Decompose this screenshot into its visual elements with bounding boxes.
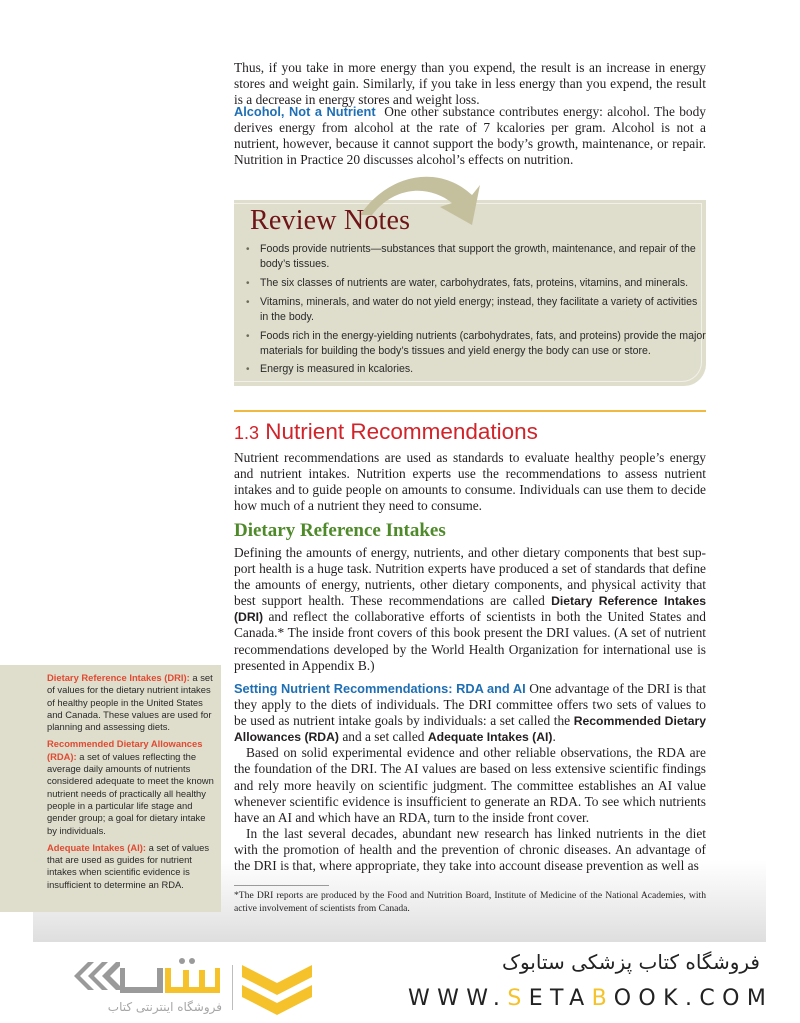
rda-ai-paragraph-3: In the last several decades, abundant new research has linked nutrients in the diet with the promotion of health and the prevention of chronic diseases. An advantage of the DRI is that, where appropriate, they take into account disease prevention as well as — [234, 825, 706, 874]
alcohol-text: One other substance contributes energy: alcohol. The body derives energy from alcohol at the rate of 7 kcalories per gram. Alcohol is not a nutrient, however, because it cannot support the body’s growth, maintenance, or repair. Nutrition in Practice 20 discusses alcohol’s effects on nutrition. — [234, 104, 706, 168]
setabook-logo-wordmark — [120, 956, 220, 996]
glossary-entry: Dietary Reference Intakes (DRI): a set of values for the dietary nutrient intakes of healthy people in the United States and Canada. These values are used for planning and assessing diets. — [47, 672, 213, 733]
dri-paragraph: Defining the amounts of energy, nutrients, and other dietary components that best support health is a huge task. Nutrition experts have produced a set of standards that define the amounts of energy, nutrients, other dietary components, and physical activity that best support health. These recommendations are called Dietary Reference Intakes (DRI) and reflect the collaborative efforts of scientists in both the United States and Canada.* The inside front covers of this book present the DRI values. (A set of nutrient recommendations developed by the World Health Organization for international use is presented in Appendix B.) — [234, 545, 706, 673]
alcohol-heading: Alcohol, Not a Nutrient — [234, 104, 376, 119]
section-divider — [234, 410, 706, 412]
dri-heading: Dietary Reference Intakes — [234, 520, 446, 541]
logo-tagline: فروشگاه اینترنتی کتاب — [107, 1000, 222, 1014]
store-url-link[interactable]: WWW.SETABOOK.COM — [408, 986, 774, 1011]
footnote-divider — [234, 885, 329, 886]
glossary-entry: Adequate Intakes (AI): a set of values that are used as guides for nutrient intakes when scientific evidence is insufficient to determine an RDA. — [47, 841, 210, 890]
review-note-item: • Foods provide nutrients—substances that support the growth, maintenance, and repair of the body’s tissues. — [246, 243, 696, 271]
rda-ai-heading: Setting Nutrient Recommendations: RDA and AI — [234, 681, 526, 696]
key-term-ai: Adequate Intakes (AI) — [427, 730, 553, 745]
review-notes-list — [246, 242, 706, 381]
review-note-item: • Foods rich in the energy-yielding nutrients (carbohydrates, fats, and proteins) provide the major materials for building the body’s tissues and yield energy the body can use or store. — [246, 329, 706, 357]
bullet-icon: • — [246, 277, 250, 289]
rda-ai-section — [234, 681, 706, 874]
section-number: 1.3 — [234, 423, 260, 443]
rda-ai-paragraph-1: Setting Nutrient Recommendations: RDA and AI One advantage of the DRI is that they apply to the diets of individuals. The DRI committee offers two sets of values to be used as nutrient intake goals by individuals: a set called the Recommended Dietary Allowances (RDA) and a set called Adequate Intakes (AI). — [234, 681, 706, 745]
glossary-entry: Recommended Dietary Allowances (RDA): a set of values reflecting the average daily amounts of nutrients considered adequate to meet the known nutrient needs of practically all healthy people in a particular life stage and gender group; a goal for dietary intake by individuals. — [47, 738, 214, 836]
review-notes-title: Review Notes — [250, 205, 411, 236]
glossary-term: Recommended Dietary Allowances (RDA): — [47, 738, 203, 762]
key-term-rda: Recommended Dietary Allowances (RDA) — [234, 714, 706, 745]
logo-divider — [232, 965, 233, 1010]
review-note-item: • The six classes of nutrients are water, carbohydrates, fats, proteins, vitamins, and minerals. — [246, 276, 706, 291]
bullet-icon: • — [246, 364, 250, 376]
section-title-text: Nutrient Recommendations — [265, 419, 538, 444]
bullet-icon: • — [246, 330, 250, 342]
alcohol-paragraph — [234, 104, 706, 168]
margin-glossary — [47, 672, 215, 896]
footnote: *The DRI reports are produced by the Food and Nutrition Board, Institute of Medicine of the National Academies, with active involvement of scientists from Canada. — [234, 890, 706, 914]
bullet-icon: • — [246, 296, 250, 308]
review-note-item: • Vitamins, minerals, and water do not yield energy; instead, they facilitate a variety of activities in the body. — [246, 295, 698, 323]
glossary-term: Dietary Reference Intakes (DRI): — [47, 672, 190, 683]
intro-paragraph: Thus, if you take in more energy than you expend, the result is an increase in energy stores and weight gain. Similarly, if you take in less energy than you expend, the result is a decrease in energy stores and weight loss. — [234, 60, 706, 108]
glossary-term: Adequate Intakes (AI): — [47, 841, 146, 853]
store-name: فروشگاه کتاب پزشکی ستابوک — [502, 950, 760, 974]
key-term-dri: Dietary Reference Intakes (DRI) — [234, 594, 706, 625]
review-note-item: • Energy is measured in kcalories. — [246, 362, 706, 377]
section-intro-paragraph: Nutrient recommendations are used as standards to evaluate healthy people’s energy and nutrient intakes. Nutrition experts use the recommendations to assess nutrient intakes and to guide people on amounts to consume. Individuals can use them to decide how much of a nutrient they need to consume. — [234, 450, 706, 514]
rda-ai-paragraph-2: Based on solid experimental evidence and other reliable observations, the RDA are the foundation of the DRI. The AI values are based on less extensive scientific findings and rely more heavily on scientific judgment. The committee establishes an AI value whenever scientific evidence is insufficient to generate an RDA. To see which nutrients have an AI and which have an RDA, turn to the inside front cover. — [234, 745, 706, 825]
setabook-chevron-emblem — [240, 963, 314, 1019]
bullet-icon: • — [246, 244, 250, 255]
section-title — [234, 419, 538, 445]
double-chevron-icon — [70, 960, 120, 992]
